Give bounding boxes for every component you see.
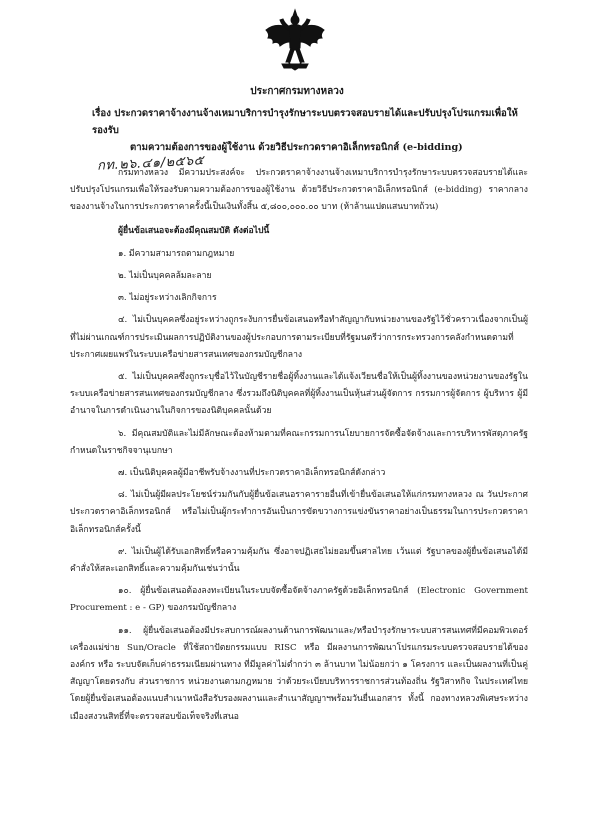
- qualification-item-11: ๑๑. ผู้ยื่นข้อเสนอต้องมีประสบการณ์ผลงานด้านการพัฒนาและ/หรือบำรุงรักษาระบบสารสนเทศที่มีคอมพิวเตอร์เครื่องแม่ข่าย Sun/Oracle ที่ใช้สถาปัตยกรรมแบบ RISC หรือ มีผลงานการพัฒนาโปรแกรมระบบตรวจสอบรายได้ขององค์กร หรือ ระบบจัดเก็บค่าธรรมเนียมผ่านทาง ที่มีมูลค่าไม่ต่ำกว่า ๓ ล้านบาท ไม่น้อยกว่า ๑ โครงการ และเป็นผลงานที่เป็นคู่สัญญาโดยตรงกับ ส่วนราชการ หน่วยงานตามกฎหมาย ว่าด้วยระเบียบบริหารราชการส่วนท้องถิ่น รัฐวิสาหกิจ ในประเทศไทย โดยผู้ยื่นข้อเสนอต้องแนบสำเนาหนังสือรับรองผลงานและสำเนาสัญญาฯพร้อมวันยื่นเอกสาร ทั้งนี้ กองทางหลวงพิเศษระหว่างเมืองสงวนสิทธิ์ที่จะตรวจสอบข้อเท็จจริงที่เสนอ: [70, 625, 528, 722]
- qualification-item-8: ๘. ไม่เป็นผู้มีผลประโยชน์ร่วมกันกับผู้ยื่นข้อเสนอราคารายอื่นที่เข้ายื่นข้อเสนอให้แก่กรมทางหลวง ณ วันประกาศประกวดราคาอิเล็กทรอนิกส์ หรือไม่เป็นผู้กระทำการอันเป็นการขัดขวางการแข่งขันราคาอย่างเป็นธรรมในการประกวดราคาอิเล็กทรอนิกส์ครั้งนี้: [70, 490, 528, 535]
- subject-block: [92, 105, 524, 156]
- handwritten-document-number: กท.๒๖.๔๑/๒๕๖๕: [96, 153, 205, 174]
- announcement-body: [70, 165, 528, 731]
- qualification-item-3: ๓. ไม่อยู่ระหว่างเลิกกิจการ: [118, 293, 217, 304]
- agency-title: ประกาศกรมทางหลวง: [250, 86, 344, 97]
- qualification-item-6: ๖. มีคุณสมบัติและไม่มีลักษณะต้องห้ามตามที่คณะกรรมการนโยบายการจัดซื้อจัดจ้างและการบริหารพัสดุภาครัฐกำหนดในราชกิจจานุเบกษา: [70, 428, 528, 456]
- qualification-heading: ผู้ยื่นข้อเสนอจะต้องมีคุณสมบัติ ดังต่อไปนี้: [118, 225, 270, 236]
- subject-line-1: ประกวดราคาจ้างงานจ้างเหมาบริการบำรุงรักษาระบบตรวจสอบรายได้และปรับปรุงโปรแกรมเพื่อให้รองรับ: [92, 108, 518, 136]
- qualification-item-4: ๔. ไม่เป็นบุคคลซึ่งอยู่ระหว่างถูกระงับการยื่นข้อเสนอหรือทำสัญญากับหน่วยงานของรัฐไว้ชั่วคราวเนื่องจากเป็นผู้ที่ไม่ผ่านเกณฑ์การประเมินผลการปฏิบัติงานของผู้ประกอบการตามระเบียบที่รัฐมนตรีว่าการกระทรวงการคลังกำหนดตามที่ประกาศเผยแพร่ในระบบเครือข่ายสารสนเทศของกรมบัญชีกลาง: [70, 315, 528, 360]
- qualification-item-1: ๑. มีความสามารถตามกฎหมาย: [118, 248, 235, 259]
- garuda-emblem-icon: [264, 8, 326, 78]
- subject-label: เรื่อง: [92, 108, 111, 119]
- qualification-item-5: ๕. ไม่เป็นบุคคลซึ่งถูกระบุชื่อไว้ในบัญชีรายชื่อผู้ทิ้งงานและได้แจ้งเวียนชื่อให้เป็นผู้ทิ้งงานของหน่วยงานของรัฐในระบบเครือข่ายสารสนเทศของกรมบัญชีกลาง ซึ่งรวมถึงนิติบุคคลที่ผู้ทิ้งงานเป็นหุ้นส่วนผู้จัดการ กรรมการผู้จัดการ ผู้บริหาร ผู้มีอำนาจในการดำเนินงานในกิจการของนิติบุคคลนั้นด้วย: [70, 372, 528, 417]
- subject-line-2: ตามความต้องการของผู้ใช้งาน ด้วยวิธีประกวดราคาอิเล็กทรอนิกส์ (e-bidding): [130, 142, 463, 153]
- intro-paragraph: กรมทางหลวง มีความประสงค์จะ ประกวดราคาจ้างงานจ้างเหมาบริการบำรุงรักษาระบบตรวจสอบรายได้และปรับปรุงโปรแกรมเพื่อให้รองรับตามความต้องการของผู้ใช้งาน ด้วยวิธีประกวดราคาอิเล็กทรอนิกส์ (e-bidding) ราคากลางของงานจ้างในการประกวดราคาครั้งนี้เป็นเงินทั้งสิ้น ๕,๘๐๐,๐๐๐.๐๐ บาท (ห้าล้านแปดแสนบาทถ้วน): [70, 168, 528, 213]
- qualification-item-9: ๙. ไม่เป็นผู้ได้รับเอกสิทธิ์หรือความคุ้มกัน ซึ่งอาจปฏิเสธไม่ยอมขึ้นศาลไทย เว้นแต่ รัฐบาลของผู้ยื่นข้อเสนอได้มีคำสั่งให้สละเอกสิทธิ์และความคุ้มกันเช่นว่านั้น: [70, 546, 528, 575]
- qualification-item-7: ๗. เป็นนิติบุคคลผู้มีอาชีพรับจ้างงานที่ประกวดราคาอิเล็กทรอนิกส์ดังกล่าว: [118, 468, 386, 479]
- qualification-item-10: ๑๐. ผู้ยื่นข้อเสนอต้องลงทะเบียนในระบบจัดซื้อจัดจ้างภาครัฐด้วยอิเล็กทรอนิกส์ (Electronic Government Procurement : e - GP) ของกรมบัญชีกลาง: [70, 586, 528, 614]
- qualification-item-2: ๒. ไม่เป็นบุคคลล้มละลาย: [118, 271, 212, 282]
